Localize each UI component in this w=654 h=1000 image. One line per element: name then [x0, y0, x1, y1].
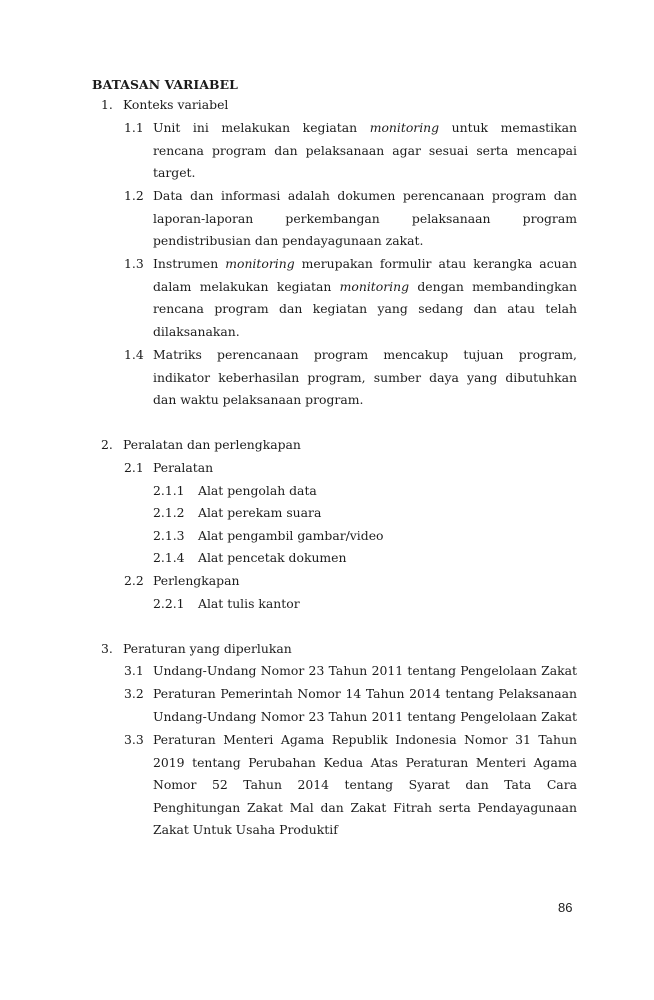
- section-number: 2.: [101, 437, 113, 452]
- text-line: Peraturan Menteri Agama Republik Indonesia Nomor 31 Tahun: [153, 732, 577, 747]
- item-text: Alat perekam suara: [198, 505, 322, 520]
- item-title: Peralatan: [153, 460, 214, 475]
- item-number: 2.1: [124, 460, 144, 475]
- list-item-number: [124, 660, 144, 683]
- text-line: Peraturan Pemerintah Nomor 14 Tahun 2014 tentang Pelaksanaan: [153, 686, 577, 701]
- text-line: rencana program dan pelaksanaan agar sesuai serta mencapai: [153, 142, 577, 158]
- text-line: indikator keberhasilan program, sumber daya yang dibutuhkan: [153, 369, 577, 385]
- list-item-number: [124, 117, 144, 140]
- item-number: 2.1.3: [153, 528, 185, 543]
- section-number: 1.: [101, 97, 113, 112]
- item-number: 1.4: [124, 347, 144, 362]
- text-line: dalam melakukan kegiatan monitoring dengan membandingkan: [153, 278, 577, 294]
- item-number: 2.1.4: [153, 550, 185, 565]
- item-number: 3.1: [124, 663, 144, 678]
- section-number: 3.: [101, 641, 113, 656]
- text-line: Nomor 52 Tahun 2014 tentang Syarat dan Tata Cara: [153, 777, 577, 793]
- section-title: Peralatan dan perlengkapan: [123, 437, 301, 452]
- text-line: dilaksanakan.: [153, 323, 240, 339]
- list-item-number: [124, 185, 144, 208]
- text-line: 2019 tentang Perubahan Kedua Atas Peraturan Menteri Agama: [153, 754, 577, 770]
- text-line: Zakat Untuk Usaha Produktif: [153, 822, 338, 838]
- list-item-3-3: [153, 729, 577, 842]
- text-line: rencana program dan kegiatan yang sedang dan atau telah: [153, 301, 577, 317]
- list-item-1-1: [153, 117, 577, 185]
- text-line: target.: [153, 165, 196, 181]
- item-text: Alat tulis kantor: [198, 596, 300, 611]
- item-number: 2.2.1: [153, 596, 185, 611]
- item-title: Perlengkapan: [153, 573, 240, 588]
- item-text: Alat pencetak dokumen: [198, 550, 347, 565]
- section-heading: BATASAN VARIABEL: [92, 77, 238, 92]
- italic-term: monitoring: [225, 256, 295, 271]
- list-item-3-1: [153, 660, 577, 683]
- text-line: Data dan informasi adalah dokumen perencanaan program dan: [153, 188, 577, 203]
- page-number: 86: [558, 900, 573, 915]
- section-title: Peraturan yang diperlukan: [123, 641, 292, 656]
- italic-term: monitoring: [369, 120, 440, 135]
- list-item-1-2: [153, 185, 577, 253]
- item-number: 1.1: [124, 120, 144, 135]
- text-line: pendistribusian dan pendayagunaan zakat.: [153, 233, 424, 249]
- item-text: Alat pengolah data: [198, 483, 317, 498]
- text-line: Undang-Undang Nomor 23 Tahun 2011 tentang Pengelolaan Zakat: [153, 708, 577, 724]
- item-number: 2.2: [124, 573, 144, 588]
- italic-term: monitoring: [339, 278, 410, 294]
- list-item-1-4: [153, 344, 577, 412]
- list-item-number: [124, 683, 144, 706]
- item-number: 1.2: [124, 188, 144, 203]
- item-number: 2.1.1: [153, 483, 185, 498]
- list-item-1-3: [153, 253, 577, 343]
- list-item-3-2: [153, 683, 577, 728]
- item-number: 2.1.2: [153, 505, 185, 520]
- list-item-number: [124, 253, 144, 276]
- text-line: dan waktu pelaksanaan program.: [153, 392, 364, 408]
- item-number: 1.3: [124, 256, 144, 271]
- text-line: laporan-laporan perkembangan pelaksanaan program: [153, 210, 577, 226]
- list-item-number: [124, 729, 144, 752]
- item-number: 3.2: [124, 686, 144, 701]
- text-line: Unit ini melakukan kegiatan monitoring untuk memastikan: [153, 120, 577, 135]
- list-item-number: [124, 344, 144, 367]
- section-title: Konteks variabel: [123, 97, 229, 112]
- item-text: Alat pengambil gambar/video: [198, 528, 384, 543]
- item-number: 3.3: [124, 732, 144, 747]
- text-line: Undang-Undang Nomor 23 Tahun 2011 tentang Pengelolaan Zakat: [153, 663, 577, 678]
- text-line: Instrumen monitoring merupakan formulir atau kerangka acuan: [153, 256, 577, 271]
- text-line: Penghitungan Zakat Mal dan Zakat Fitrah serta Pendayagunaan: [153, 799, 577, 815]
- text-line: Matriks perencanaan program mencakup tujuan program,: [153, 347, 577, 362]
